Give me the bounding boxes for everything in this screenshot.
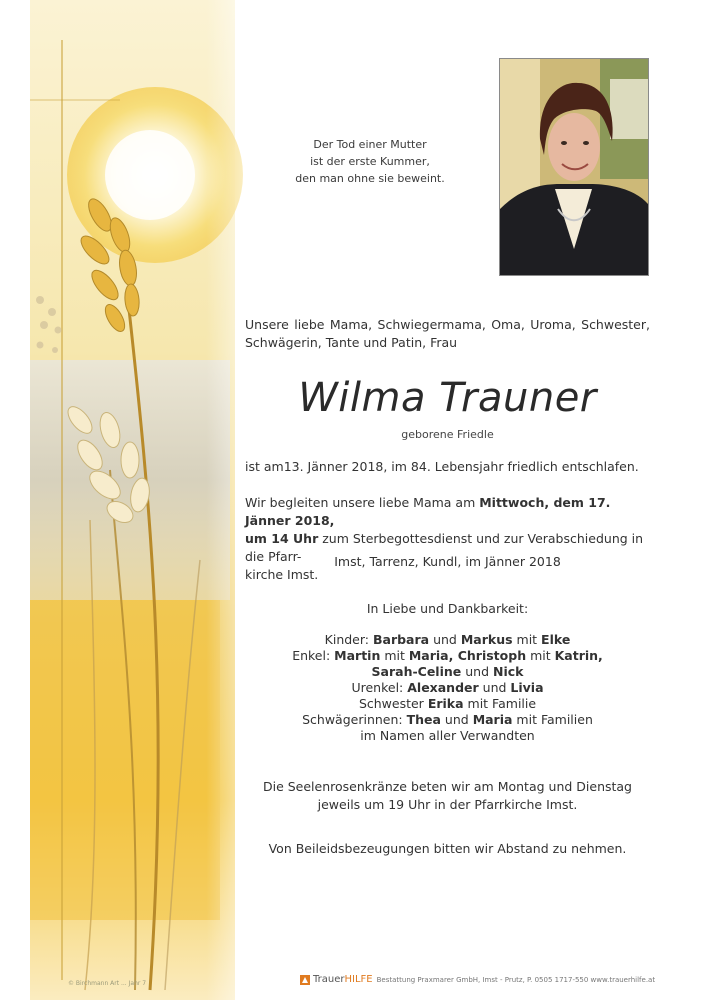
death-notice: ist am13. Jänner 2018, im 84. Lebensjahr friedlich entschlafen. — [245, 459, 639, 474]
funeral-text: Wir begleiten unsere liebe Mama am — [245, 495, 480, 510]
intro-line: Schwägerin, Tante und Patin, Frau — [245, 335, 458, 350]
memorial-motto — [265, 136, 475, 187]
funeral-date: Mittwoch, dem 17. Jänner 2018, — [245, 495, 611, 528]
family-row-great-grandchildren: Urenkel: Alexander und Livia — [351, 680, 544, 695]
family-row-relatives: im Namen aller Verwandten — [360, 728, 535, 743]
birth-name: geborene Friedle — [401, 428, 494, 441]
family-row-sister: Schwester Erika mit Familie — [358, 696, 537, 711]
portrait-photo — [499, 58, 649, 276]
deceased-name: Wilma Trauner — [298, 375, 597, 421]
gratitude-heading: In Liebe und Dankbarkeit: — [366, 601, 529, 616]
motto-line: den man ohne sie beweint. — [295, 172, 445, 185]
trauerhilfe-logo-icon — [300, 975, 310, 985]
family-row-children: Kinder: Barbara und Markus mit Elke — [324, 632, 571, 647]
funeral-text: kirche Imst. — [245, 567, 319, 582]
intro-line: Unsere liebe Mama, Schwiegermama, Oma, Uroma, Schwester, — [245, 317, 650, 332]
funeral-text: zum Sterbegottesdienst und zur Verabschiedung in die Pfarr- — [245, 531, 644, 564]
intro-text — [245, 316, 650, 352]
family-row-grandchildren-2: Sarah-Celine und Nick — [371, 664, 524, 679]
family-list — [245, 632, 650, 744]
condolence-note: Von Beileidsbezeugungen bitten wir Abstand zu nehmen. — [268, 841, 627, 856]
watercolor-wheat-artwork — [0, 0, 275, 1000]
place-date: Imst, Tarrenz, Kundl, im Jänner 2018 — [334, 554, 561, 569]
brand-name: TrauerHILFE — [313, 974, 373, 985]
footer-info: Bestattung Praxmarer GmbH, Imst - Prutz, P. 0505 1717-550 www.trauerhilfe.at — [376, 976, 656, 984]
funeral-time: um 14 Uhr — [245, 531, 319, 546]
footer — [300, 973, 700, 987]
motto-line: ist der erste Kummer, — [310, 155, 430, 168]
rosary-line: jeweils um 19 Uhr in der Pfarrkirche Imst. — [317, 797, 578, 812]
rosary-line: Die Seelenrosenkränze beten wir am Montag und Dienstag — [262, 779, 632, 794]
motto-line: Der Tod einer Mutter — [313, 138, 427, 151]
family-row-sisters-in-law: Schwägerinnen: Thea und Maria mit Familien — [302, 712, 593, 727]
rosary-info — [245, 778, 650, 814]
family-row-grandchildren: Enkel: Martin mit Maria, Christoph mit Katrin, — [292, 648, 603, 663]
art-copyright: © Birchmann Art ... Jahr 7 — [68, 980, 147, 987]
